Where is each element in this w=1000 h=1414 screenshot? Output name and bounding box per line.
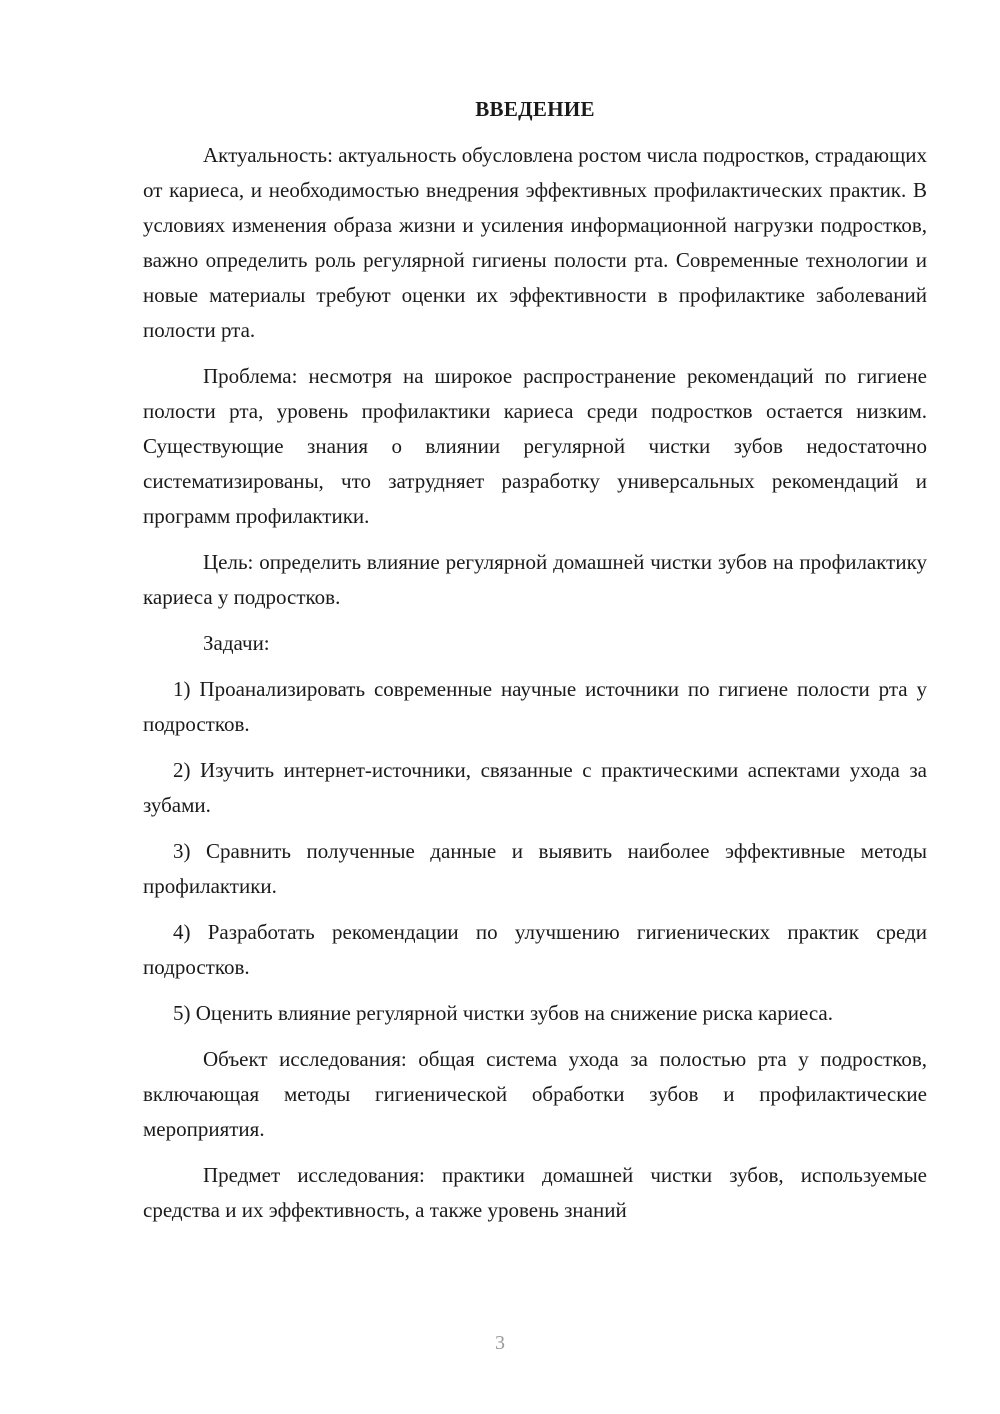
relevance-paragraph: Актуальность: актуальность обусловлена ростом числа подростков, страдающих от кариеса, и необходимостью внедрения эффективных профилактических практик. В условиях изменения образа жизни и усиления информационной нагрузки подростков, важно определить роль регулярной гигиены полости рта. Современные технологии и новые материалы требуют оценки их эффективности в профилактике заболеваний полости рта. <box>143 143 927 342</box>
problem-paragraph: Проблема: несмотря на широкое распространение рекомендаций по гигиене полости рта, уровень профилактики кариеса среди подростков остается низким. Существующие знания о влиянии регулярной чистки зубов недостаточно систематизированы, что затрудняет разработку универсальных рекомендаций и программ профилактики. <box>143 364 927 528</box>
task-item-1: 1) Проанализировать современные научные источники по гигиене полости рта у подростков. <box>143 677 927 736</box>
task-item-3: 3) Сравнить полученные данные и выявить наиболее эффективные методы профилактики. <box>143 839 927 898</box>
document-page <box>143 92 927 1239</box>
object-paragraph: Объект исследования: общая система ухода за полостью рта у подростков, включающая методы гигиенической обработки зубов и профилактические мероприятия. <box>143 1047 927 1141</box>
task-item-2: 2) Изучить интернет-источники, связанные с практическими аспектами ухода за зубами. <box>143 758 927 817</box>
section-title: ВВЕДЕНИЕ <box>475 97 595 121</box>
task-item-5: 5) Оценить влияние регулярной чистки зубов на снижение риска кариеса. <box>173 1001 833 1025</box>
task-item-4: 4) Разработать рекомендации по улучшению гигиенических практик среди подростков. <box>143 920 927 979</box>
tasks-heading: Задачи: <box>203 631 270 655</box>
goal-paragraph: Цель: определить влияние регулярной домашней чистки зубов на профилактику кариеса у подростков. <box>143 550 927 609</box>
subject-paragraph: Предмет исследования: практики домашней чистки зубов, используемые средства и их эффективность, а также уровень знаний <box>143 1163 927 1222</box>
page-number: 3 <box>495 1332 505 1354</box>
